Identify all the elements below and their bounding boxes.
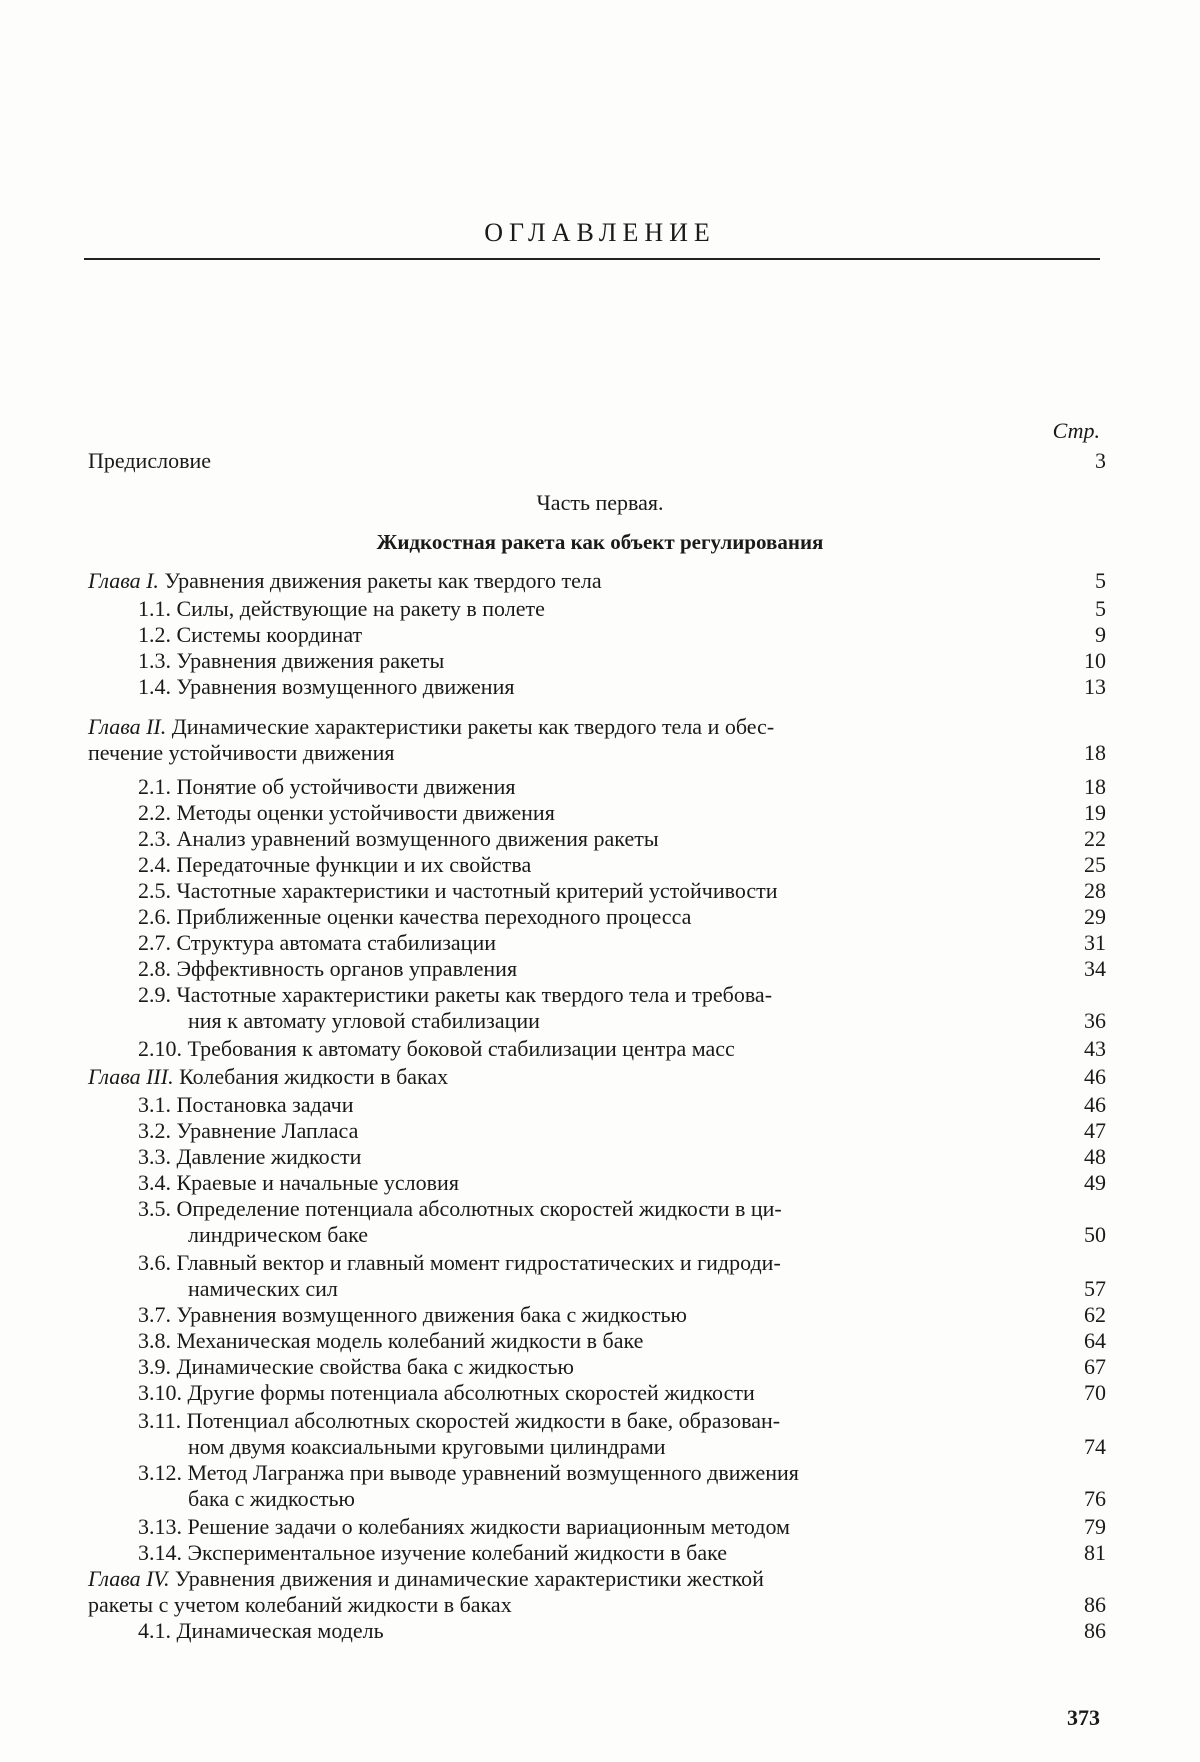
entry-text: 3.14. Экспериментальное изучение колебаний жидкости в баке bbox=[138, 1540, 727, 1565]
entry-title bbox=[88, 1566, 764, 1592]
chapter-prefix: Глава II. bbox=[88, 714, 172, 739]
entry-title bbox=[138, 1328, 643, 1354]
entry-title bbox=[138, 596, 545, 622]
entry-text: 3.13. Решение задачи о колебаниях жидкости вариационным методом bbox=[138, 1514, 790, 1539]
entry-title bbox=[138, 1036, 735, 1062]
entry-page: 25 bbox=[1084, 852, 1106, 877]
entry-page: 76 bbox=[1084, 1486, 1106, 1511]
entry-page: 48 bbox=[1084, 1144, 1106, 1169]
entry-page: 10 bbox=[1084, 648, 1106, 673]
entry-text: Динамические характеристики ракеты как твердого тела и обес- bbox=[171, 714, 775, 739]
entry-page: 47 bbox=[1084, 1118, 1106, 1143]
entry-title bbox=[138, 1170, 459, 1196]
entry-text-continued: печение устойчивости движения bbox=[88, 740, 395, 765]
entry-text: 3.5. Определение потенциала абсолютных скоростей жидкости в ци- bbox=[138, 1196, 782, 1221]
entry-title bbox=[138, 648, 444, 674]
entry-text: 2.3. Анализ уравнений возмущенного движения ракеты bbox=[138, 826, 659, 851]
entry-text: 4.1. Динамическая модель bbox=[138, 1618, 384, 1643]
entry-page: 22 bbox=[1084, 826, 1106, 851]
entry-text: 3.1. Постановка задачи bbox=[138, 1092, 354, 1117]
entry-text: 3.11. Потенциал абсолютных скоростей жидкости в баке, образован- bbox=[138, 1408, 781, 1433]
entry-text-continued: ния к автомату угловой стабилизации bbox=[188, 1008, 540, 1033]
entry-text: 3.10. Другие формы потенциала абсолютных скоростей жидкости bbox=[138, 1380, 755, 1405]
entry-page: 79 bbox=[1084, 1514, 1106, 1539]
entry-text: 2.7. Структура автомата стабилизации bbox=[138, 930, 496, 955]
entry-title bbox=[138, 878, 778, 904]
entry-page: 67 bbox=[1084, 1354, 1106, 1379]
page-title: ОГЛАВЛЕНИЕ bbox=[484, 218, 716, 247]
entry-page: 74 bbox=[1084, 1434, 1106, 1459]
entry-page: 70 bbox=[1084, 1380, 1106, 1405]
entry-text: 3.8. Механическая модель колебаний жидкости в баке bbox=[138, 1328, 644, 1353]
entry-title bbox=[138, 1460, 799, 1486]
entry-title bbox=[138, 826, 659, 852]
entry-title bbox=[138, 622, 362, 648]
entry-page: 9 bbox=[1095, 622, 1106, 647]
preface-label: Предисловие bbox=[88, 448, 211, 473]
entry-text: 3.12. Метод Лагранжа при выводе уравнений возмущенного движения bbox=[138, 1460, 799, 1485]
entry-page: 46 bbox=[1084, 1092, 1106, 1117]
entry-text-continued: линдрическом баке bbox=[188, 1222, 369, 1247]
entry-text: 3.7. Уравнения возмущенного движения бака с жидкостью bbox=[138, 1302, 687, 1327]
entry-text: 2.6. Приближенные оценки качества переходного процесса bbox=[138, 904, 692, 929]
part-title: Жидкостная ракета как объект регулирования bbox=[376, 530, 824, 554]
entry-page: 13 bbox=[1084, 674, 1106, 699]
entry-title bbox=[138, 1196, 782, 1222]
entry-title bbox=[138, 1302, 687, 1328]
entry-title bbox=[138, 982, 772, 1008]
entry-page: 28 bbox=[1084, 878, 1106, 903]
entry-text: 3.3. Давление жидкости bbox=[138, 1144, 362, 1169]
entry-title bbox=[138, 800, 555, 826]
entry-page: 62 bbox=[1084, 1302, 1106, 1327]
page-column-label: Стр. bbox=[1052, 418, 1100, 443]
entry-title bbox=[138, 1144, 361, 1170]
entry-text: 2.8. Эффективность органов управления bbox=[138, 956, 518, 981]
entry-page: 19 bbox=[1084, 800, 1106, 825]
entry-text: Колебания жидкости в баках bbox=[179, 1064, 449, 1089]
entry-text-continued: бака с жидкостью bbox=[188, 1486, 355, 1511]
entry-page: 86 bbox=[1084, 1618, 1106, 1643]
entry-text: 2.4. Передаточные функции и их свойства bbox=[138, 852, 532, 877]
entry-title bbox=[138, 904, 691, 930]
entry-text: 1.3. Уравнения движения ракеты bbox=[138, 648, 445, 673]
entry-page: 57 bbox=[1084, 1276, 1106, 1301]
entry-page: 29 bbox=[1084, 904, 1106, 929]
entry-text: 2.2. Методы оценки устойчивости движения bbox=[138, 800, 555, 825]
entry-text: 3.2. Уравнение Лапласа bbox=[138, 1118, 359, 1143]
entry-title bbox=[138, 1118, 358, 1144]
entry-text: Уравнения движения ракеты как твердого тела bbox=[164, 568, 602, 593]
entry-text-continued: ракеты с учетом колебаний жидкости в баках bbox=[88, 1592, 512, 1617]
entry-page: 18 bbox=[1084, 740, 1106, 765]
entry-title bbox=[88, 1064, 448, 1090]
entry-page: 34 bbox=[1084, 956, 1106, 981]
part-label: Часть первая. bbox=[536, 490, 664, 515]
entry-text-continued: намических сил bbox=[188, 1276, 338, 1301]
chapter-prefix: Глава III. bbox=[88, 1064, 180, 1089]
entry-page: 31 bbox=[1084, 930, 1106, 955]
entry-text: 2.10. Требования к автомату боковой стабилизации центра масс bbox=[138, 1036, 735, 1061]
entry-page: 86 bbox=[1084, 1592, 1106, 1617]
entry-page: 5 bbox=[1095, 568, 1106, 593]
entry-title bbox=[138, 1354, 574, 1380]
entry-text: 2.1. Понятие об устойчивости движения bbox=[138, 774, 516, 799]
entry-title bbox=[138, 1250, 781, 1276]
entry-text: Уравнения движения и динамические характеристики жесткой bbox=[175, 1566, 764, 1591]
entry-text: 1.1. Силы, действующие на ракету в полете bbox=[138, 596, 545, 621]
entry-text: 2.9. Частотные характеристики ракеты как твердого тела и требова- bbox=[138, 982, 773, 1007]
entry-page: 36 bbox=[1084, 1008, 1106, 1033]
entry-text: 3.6. Главный вектор и главный момент гидростатических и гидроди- bbox=[138, 1250, 781, 1275]
entry-page: 50 bbox=[1084, 1222, 1106, 1247]
entry-title bbox=[138, 1618, 384, 1644]
entry-page: 64 bbox=[1084, 1328, 1106, 1353]
entry-page: 49 bbox=[1084, 1170, 1106, 1195]
entry-text: 3.9. Динамические свойства бака с жидкостью bbox=[138, 1354, 574, 1379]
entry-title bbox=[138, 674, 514, 700]
entry-text: 3.4. Краевые и начальные условия bbox=[138, 1170, 459, 1195]
entry-title bbox=[138, 1408, 780, 1434]
entry-title bbox=[138, 930, 496, 956]
entry-text: 2.5. Частотные характеристики и частотный критерий устойчивости bbox=[138, 878, 778, 903]
entry-title bbox=[138, 1092, 354, 1118]
entry-page: 5 bbox=[1095, 596, 1106, 621]
chapter-prefix: Глава IV. bbox=[88, 1566, 176, 1591]
entry-page: 43 bbox=[1084, 1036, 1106, 1061]
entry-text: 1.2. Системы координат bbox=[138, 622, 363, 647]
entry-title bbox=[138, 774, 515, 800]
entry-title bbox=[138, 1540, 727, 1566]
entry-title bbox=[138, 1380, 755, 1406]
chapter-prefix: Глава I. bbox=[88, 568, 165, 593]
entry-page: 81 bbox=[1084, 1540, 1106, 1565]
entry-text: 1.4. Уравнения возмущенного движения bbox=[138, 674, 515, 699]
entry-title bbox=[138, 956, 517, 982]
preface-page: 3 bbox=[1095, 448, 1106, 473]
entry-title bbox=[138, 852, 531, 878]
entry-title bbox=[88, 568, 602, 594]
entry-text-continued: ном двумя коаксиальными круговыми цилиндрами bbox=[188, 1434, 666, 1459]
entry-page: 18 bbox=[1084, 774, 1106, 799]
page-number: 373 bbox=[1067, 1705, 1100, 1730]
entry-page: 46 bbox=[1084, 1064, 1106, 1089]
entry-title bbox=[138, 1514, 790, 1540]
entry-title bbox=[88, 714, 774, 740]
title-rule bbox=[84, 258, 1100, 260]
